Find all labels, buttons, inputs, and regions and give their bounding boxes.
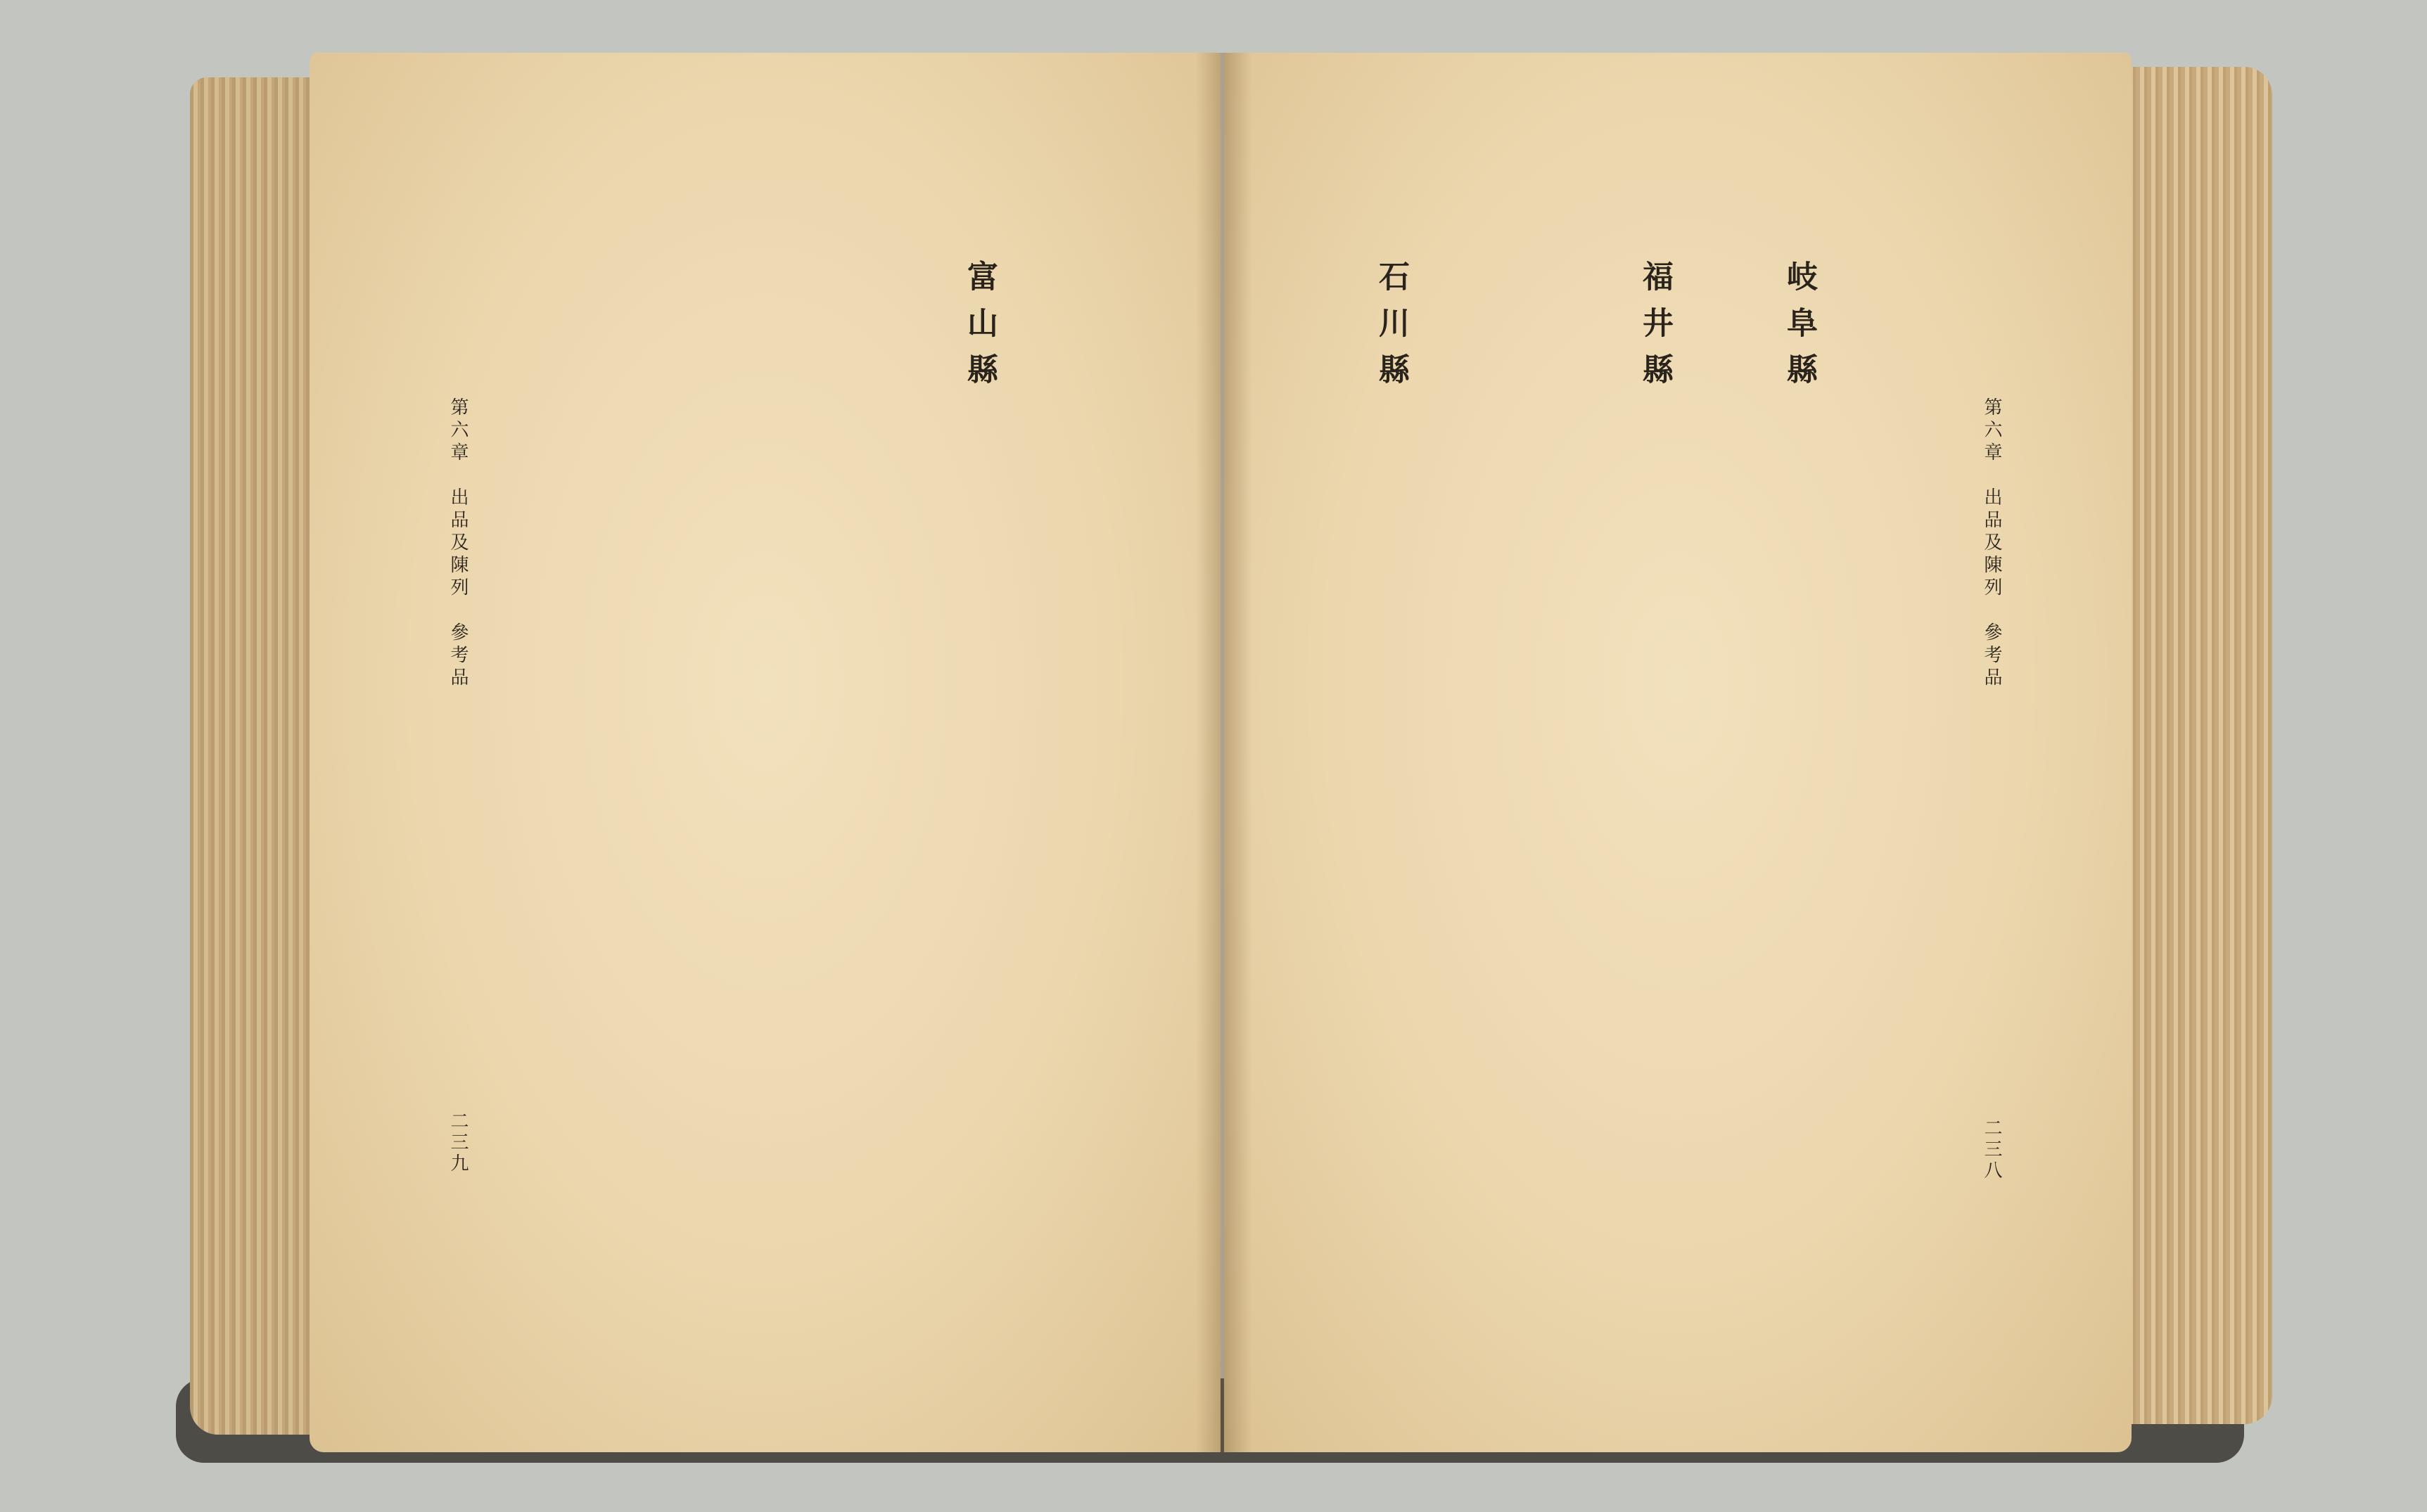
prefecture-fukui: 福井縣 bbox=[1637, 260, 1673, 399]
left-page bbox=[310, 53, 1221, 1452]
right-page bbox=[1224, 53, 2132, 1452]
page-number-right: 二三八 bbox=[1981, 1118, 2002, 1181]
page-edges-right bbox=[2125, 67, 2272, 1424]
prefecture-gifu: 岐阜縣 bbox=[1781, 260, 1817, 399]
running-head-right: 第六章 出品及陳列 參考品 bbox=[1981, 397, 2002, 690]
book-gutter bbox=[1196, 53, 1252, 1452]
page-number-left: 二三九 bbox=[447, 1111, 469, 1174]
prefecture-ishikawa: 石川縣 bbox=[1373, 260, 1409, 399]
prefecture-toyama: 富山縣 bbox=[962, 260, 998, 399]
running-head-left: 第六章 出品及陳列 參考品 bbox=[447, 397, 469, 690]
